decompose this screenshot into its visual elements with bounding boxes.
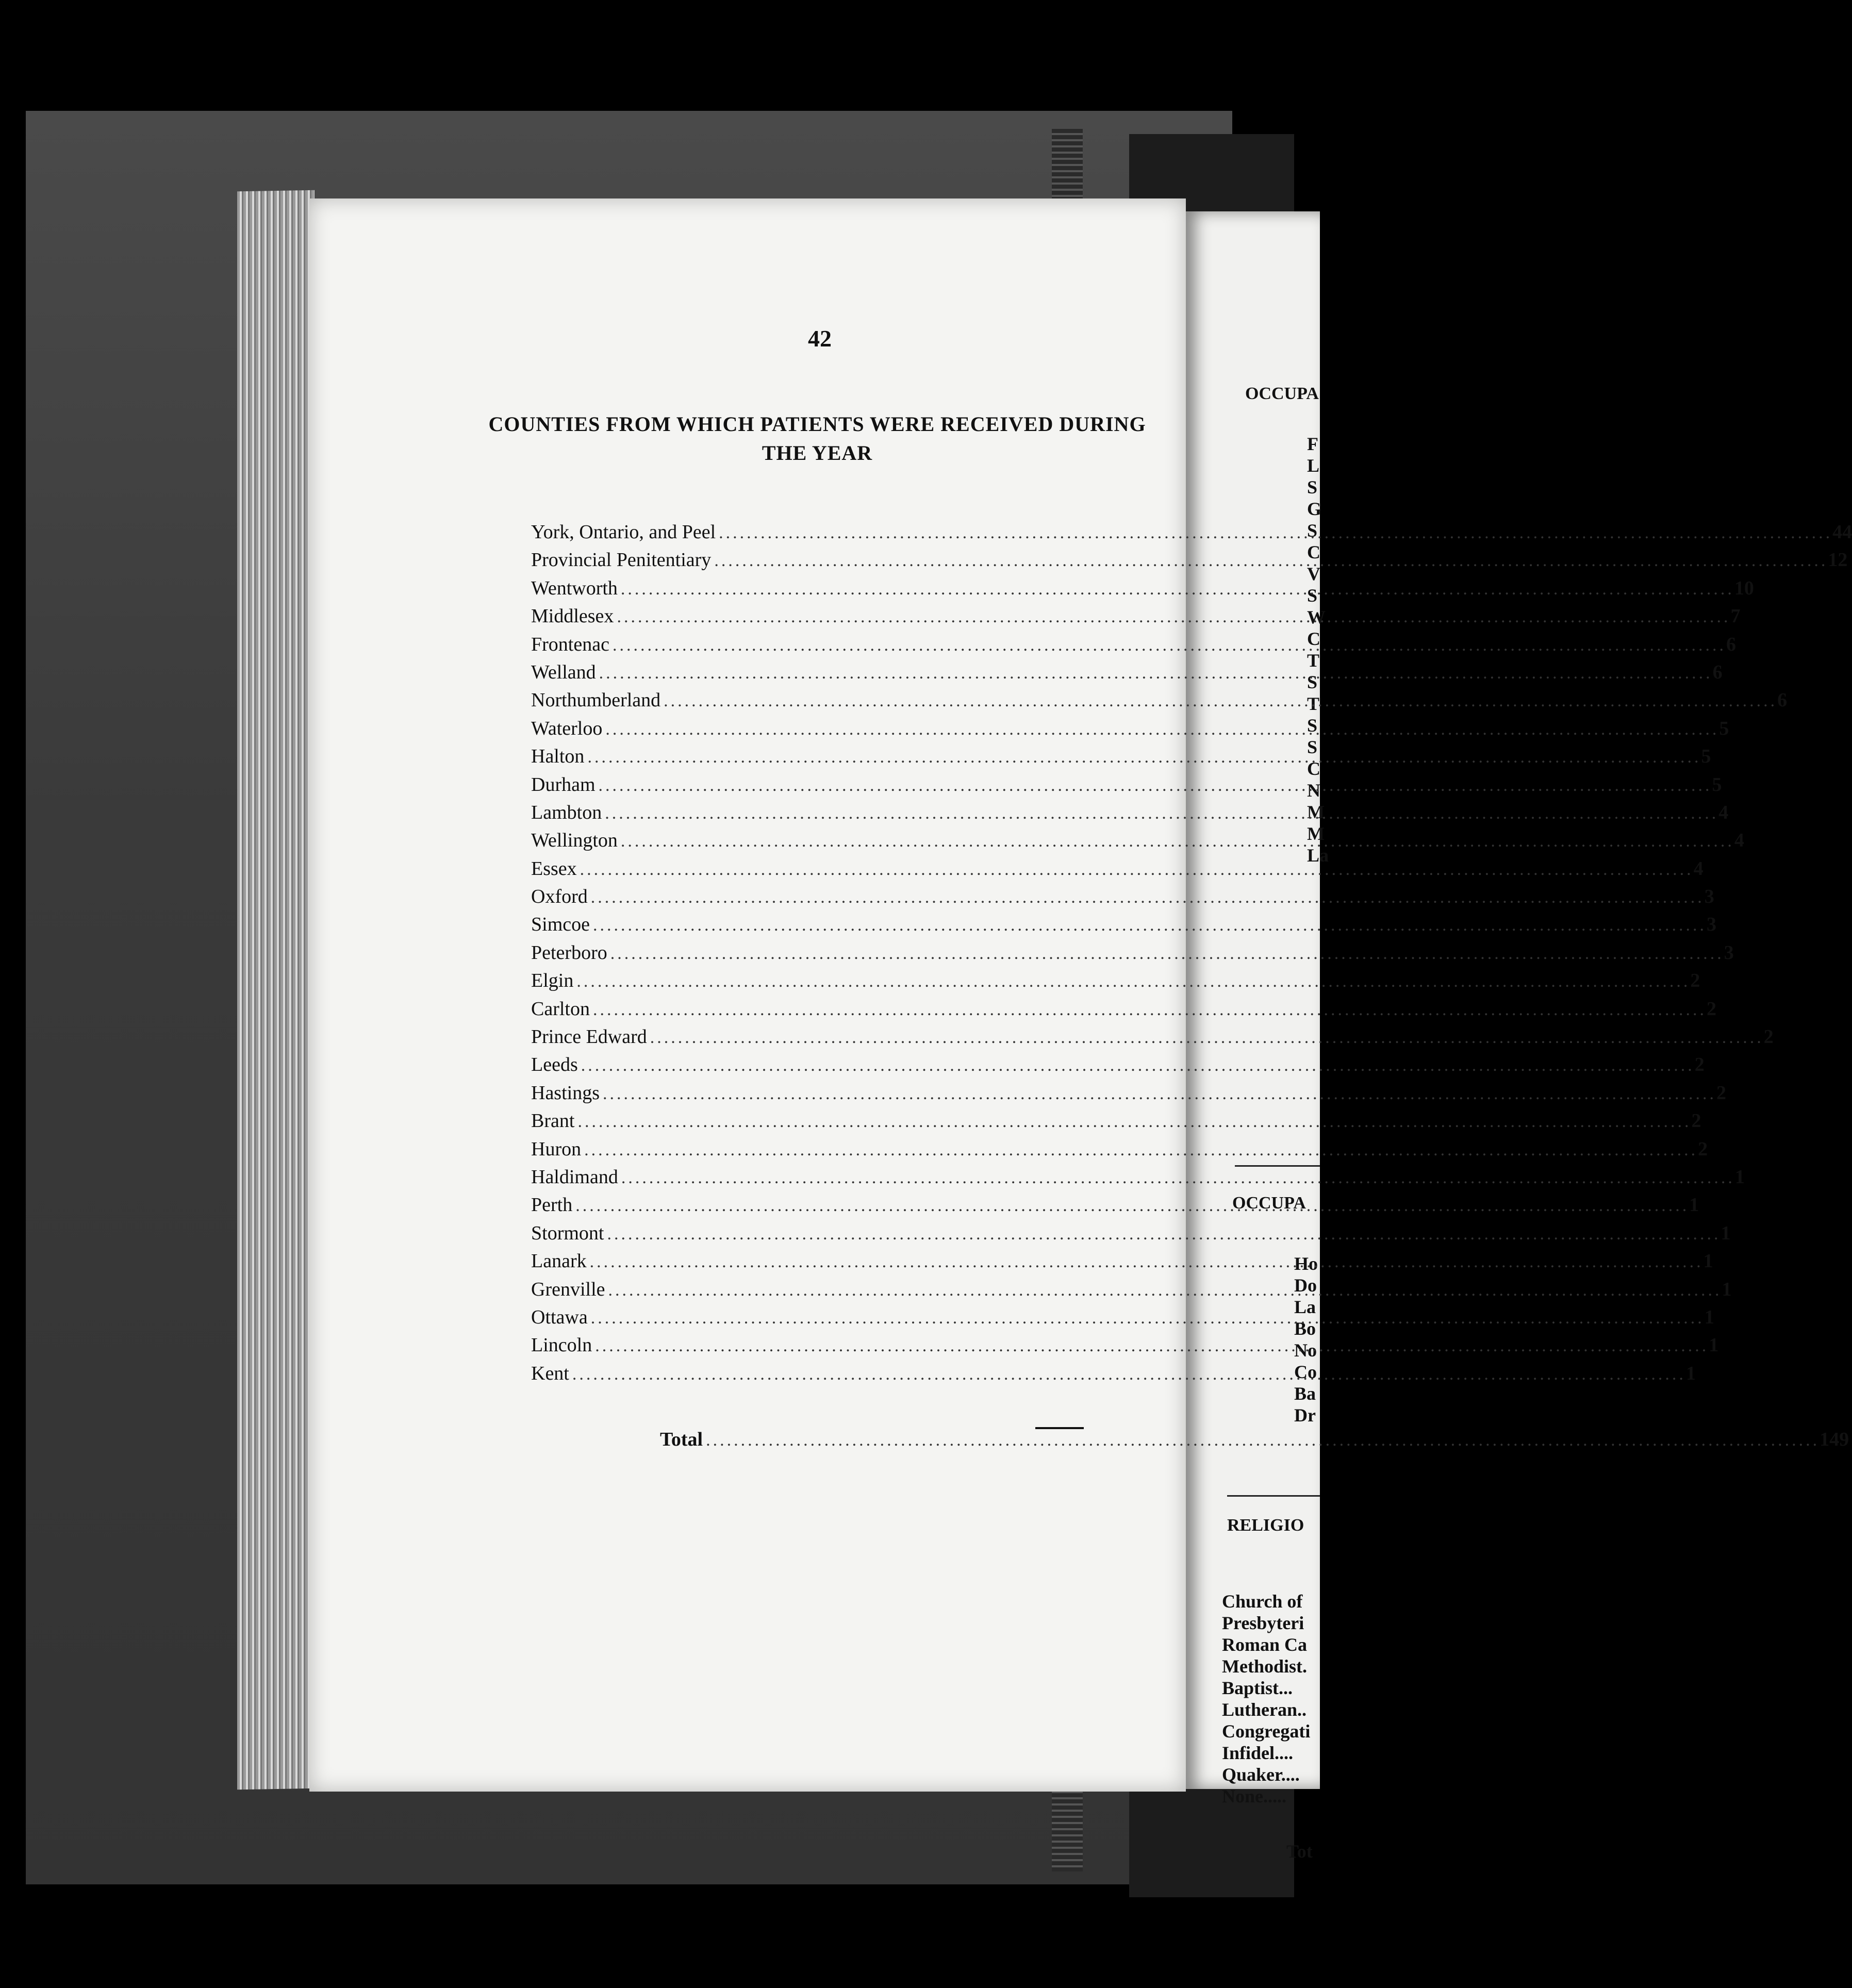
facing-list-item: S — [1307, 477, 1318, 498]
title-line-2: THE YEAR — [762, 441, 873, 465]
county-name: Wellington — [531, 830, 618, 852]
total-row — [660, 1428, 1849, 1451]
leader-dots — [610, 944, 1724, 964]
leader-dots — [580, 860, 1694, 880]
facing-list-item: N — [1307, 780, 1320, 801]
county-row — [531, 689, 1788, 717]
facing-list-item: W — [1307, 607, 1326, 627]
facing-list-item: Quaker.... — [1222, 1764, 1300, 1785]
leader-dots — [599, 776, 1712, 796]
county-count: 1 — [1721, 1222, 1731, 1244]
leader-dots — [599, 664, 1713, 683]
facing-rule-2 — [1227, 1495, 1320, 1497]
county-name: Ottawa — [531, 1306, 588, 1328]
county-name: Provincial Penitentiary — [531, 549, 712, 571]
leader-dots — [608, 1281, 1722, 1300]
leader-dots — [591, 1308, 1705, 1328]
facing-list-item: Congregati — [1222, 1721, 1311, 1742]
facing-list-item: G — [1307, 499, 1322, 519]
page-edges — [237, 190, 315, 1790]
facing-list-item: None..... — [1222, 1786, 1286, 1807]
leader-dots — [584, 1140, 1698, 1160]
facing-list-item: Co — [1294, 1362, 1317, 1382]
county-count: 6 — [1726, 633, 1736, 655]
county-count: 5 — [1712, 773, 1722, 796]
facing-list-item: T — [1307, 693, 1320, 714]
county-count: 3 — [1704, 886, 1714, 908]
county-row — [531, 1166, 1745, 1194]
county-count: 44 — [1832, 521, 1852, 543]
facing-list-3 — [1222, 1591, 1310, 1807]
facing-list-item: Church of — [1222, 1591, 1303, 1612]
facing-list-item: La — [1307, 845, 1329, 866]
county-row — [531, 605, 1741, 633]
facing-list-item: T — [1307, 650, 1320, 671]
page-number: 42 — [808, 325, 832, 352]
county-row — [531, 633, 1736, 661]
county-name: Middlesex — [531, 605, 614, 627]
county-count: 4 — [1693, 857, 1704, 880]
facing-list-item: La — [1294, 1297, 1316, 1317]
county-row — [531, 885, 1714, 913]
facing-list-item: S — [1307, 672, 1318, 692]
county-row — [531, 1109, 1701, 1137]
county-row — [531, 941, 1734, 969]
county-count: 10 — [1734, 577, 1754, 599]
county-name: Oxford — [531, 886, 588, 908]
county-name: Simcoe — [531, 914, 590, 936]
total-value: 149 — [1820, 1429, 1849, 1450]
facing-list-item: Methodist. — [1222, 1656, 1307, 1677]
county-row — [531, 1025, 1774, 1053]
county-row — [531, 661, 1723, 689]
county-name: Haldimand — [531, 1166, 618, 1188]
facing-heading-2: OCCUPA — [1232, 1194, 1306, 1213]
county-count: 1 — [1703, 1250, 1713, 1272]
facing-list-item: C — [1307, 628, 1320, 649]
leader-dots — [603, 1084, 1716, 1104]
leader-dots — [613, 636, 1726, 655]
county-row — [531, 1082, 1726, 1109]
county-row — [531, 717, 1729, 745]
leader-dots — [577, 1112, 1691, 1132]
county-count: 2 — [1763, 1026, 1774, 1048]
leader-dots — [617, 607, 1730, 627]
county-name: Halton — [531, 745, 585, 768]
facing-list-item: Roman Ca — [1222, 1634, 1308, 1655]
leader-dots — [664, 691, 1777, 711]
county-row — [531, 1053, 1705, 1081]
county-row — [531, 745, 1711, 773]
county-count: 2 — [1694, 1054, 1705, 1076]
leader-dots — [605, 804, 1718, 823]
facing-list-item: S — [1307, 737, 1318, 757]
title-line-1: COUNTIES FROM WHICH PATIENTS WERE RECEIVED DURING — [488, 412, 1146, 436]
facing-heading-3: RELIGIO — [1227, 1516, 1304, 1535]
total-label: Total — [660, 1429, 703, 1450]
county-name: Essex — [531, 857, 577, 880]
county-count: 12 — [1828, 549, 1848, 571]
leader-dots — [576, 972, 1690, 991]
county-name: Prince Edward — [531, 1026, 647, 1048]
leader-dots — [719, 523, 1832, 543]
county-name: Durham — [531, 773, 596, 796]
county-name: Welland — [531, 661, 596, 683]
facing-list-item: Bo — [1294, 1318, 1316, 1339]
county-count: 3 — [1706, 914, 1716, 936]
county-count: 6 — [1712, 661, 1723, 683]
leader-dots — [621, 579, 1734, 599]
facing-list-item: Do — [1294, 1275, 1317, 1296]
county-count: 4 — [1718, 801, 1729, 823]
county-row — [531, 773, 1722, 801]
county-name: York, Ontario, and Peel — [531, 521, 716, 543]
facing-list-item: S — [1307, 585, 1318, 606]
facing-rule-1 — [1235, 1165, 1320, 1167]
leader-dots — [595, 1336, 1709, 1356]
county-count: 1 — [1689, 1194, 1699, 1216]
county-count: 1 — [1722, 1278, 1732, 1300]
county-count: 2 — [1690, 970, 1700, 992]
county-name: Carlton — [531, 998, 590, 1020]
county-count: 1 — [1704, 1306, 1714, 1328]
facing-list-item: Ba — [1294, 1383, 1316, 1404]
county-row — [531, 1138, 1708, 1166]
county-name: Northumberland — [531, 689, 661, 711]
county-name: Waterloo — [531, 717, 603, 739]
county-count: 3 — [1724, 941, 1734, 964]
county-name: Elgin — [531, 970, 574, 992]
leader-dots — [714, 551, 1828, 571]
facing-list-item: Dr — [1294, 1405, 1316, 1426]
leader-dots — [607, 1224, 1721, 1244]
county-count: 1 — [1709, 1334, 1719, 1356]
facing-list-item: No — [1294, 1340, 1317, 1361]
county-name: Lanark — [531, 1250, 587, 1272]
county-count: 1 — [1685, 1362, 1696, 1384]
county-name: Wentworth — [531, 577, 618, 599]
county-row — [531, 913, 1716, 941]
county-row — [531, 998, 1716, 1025]
facing-list-item: C — [1307, 542, 1320, 562]
facing-list-item: Infidel.... — [1222, 1743, 1294, 1763]
county-row — [531, 549, 1848, 576]
county-row — [531, 801, 1729, 829]
leader-dots — [621, 832, 1734, 851]
county-count: 2 — [1691, 1110, 1701, 1132]
county-count: 1 — [1734, 1166, 1745, 1188]
county-name: Lincoln — [531, 1334, 592, 1356]
leader-dots — [581, 1056, 1695, 1075]
facing-list-item: F — [1307, 434, 1318, 454]
facing-total: Tot — [1286, 1841, 1313, 1862]
leader-dots — [605, 720, 1719, 739]
facing-list-item: Lutheran.. — [1222, 1699, 1307, 1720]
county-name: Lambton — [531, 801, 602, 823]
leader-dots — [575, 1196, 1689, 1216]
county-name: Stormont — [531, 1222, 604, 1244]
leader-dots — [587, 748, 1701, 767]
county-name: Grenville — [531, 1278, 605, 1300]
leader-dots — [650, 1028, 1764, 1048]
county-count: 4 — [1734, 830, 1744, 852]
county-row — [531, 521, 1852, 549]
table-title — [464, 410, 1170, 468]
facing-list-item: Presbyteri — [1222, 1613, 1304, 1633]
county-count: 5 — [1719, 717, 1729, 739]
leader-dots — [593, 1000, 1707, 1020]
county-row — [531, 1222, 1731, 1250]
county-name: Peterboro — [531, 941, 607, 964]
facing-list-item: Baptist... — [1222, 1678, 1293, 1698]
facing-list-item: L — [1307, 455, 1320, 476]
leader-dots — [593, 916, 1707, 935]
county-row — [531, 857, 1704, 885]
county-count: 2 — [1716, 1082, 1726, 1104]
county-count: 5 — [1701, 745, 1711, 768]
facing-list-item: S — [1307, 520, 1318, 541]
leader-dots — [590, 1252, 1704, 1272]
leader-dots — [706, 1431, 1820, 1450]
county-name: Brant — [531, 1110, 575, 1132]
county-name: Hastings — [531, 1082, 600, 1104]
county-count: 2 — [1706, 998, 1716, 1020]
county-name: Huron — [531, 1138, 582, 1160]
county-name: Frontenac — [531, 633, 609, 655]
leader-dots — [621, 1168, 1735, 1188]
county-row — [531, 577, 1754, 605]
facing-list-item: C — [1307, 758, 1320, 779]
leader-dots — [572, 1365, 1686, 1384]
county-count: 6 — [1777, 689, 1788, 711]
facing-list-item: M — [1307, 823, 1325, 844]
facing-heading-1: OCCUPA — [1245, 384, 1319, 403]
county-row — [531, 969, 1700, 997]
county-count: 2 — [1698, 1138, 1708, 1160]
facing-list-item: Ho — [1294, 1253, 1318, 1274]
county-name: Leeds — [531, 1054, 578, 1076]
facing-list-item: S — [1307, 715, 1318, 736]
facing-list-item: V — [1307, 564, 1320, 584]
facing-list-item: M — [1307, 802, 1325, 822]
leader-dots — [591, 888, 1705, 907]
county-name: Kent — [531, 1362, 569, 1384]
county-name: Perth — [531, 1194, 573, 1216]
county-count: 7 — [1730, 605, 1741, 627]
